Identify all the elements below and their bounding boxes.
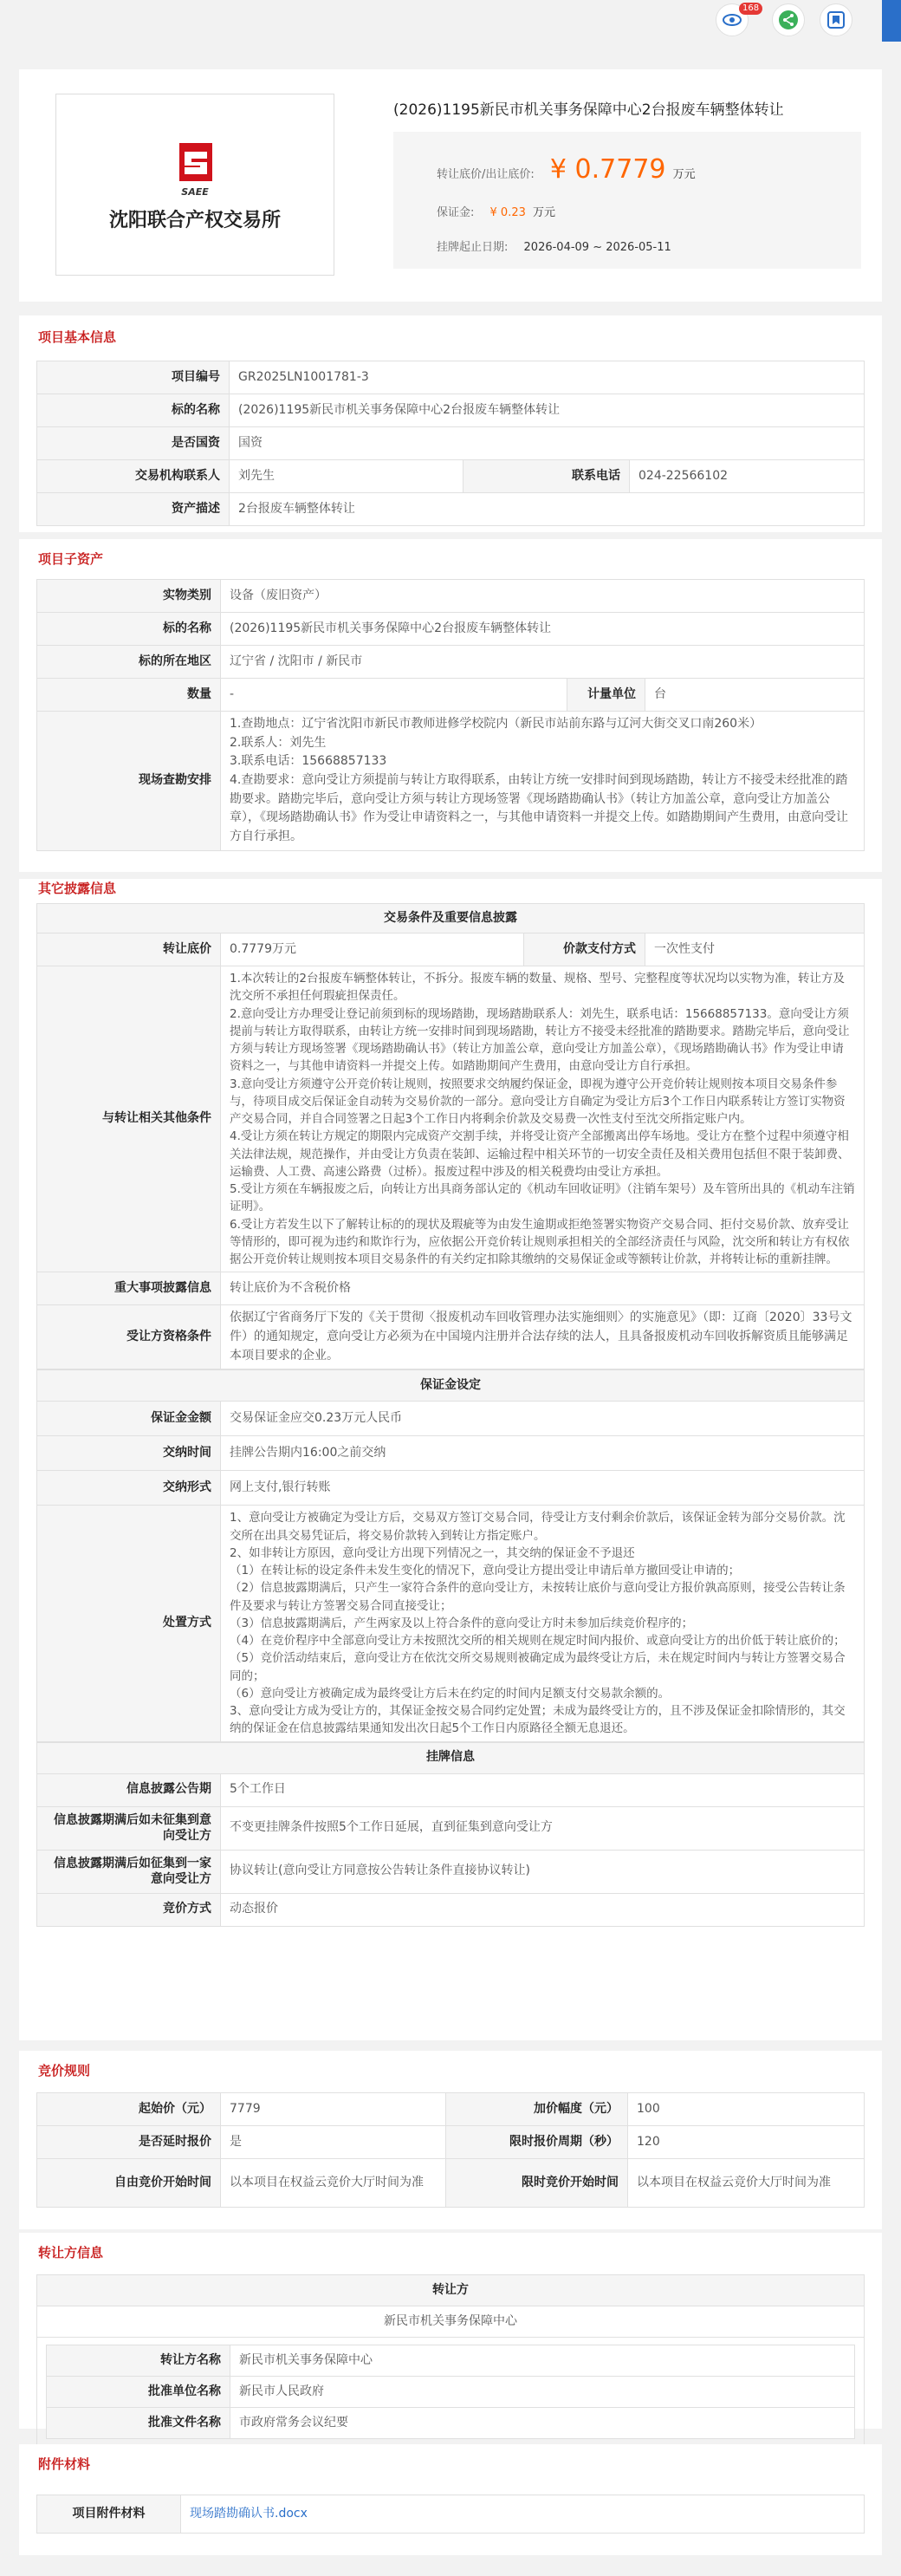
attachment-title: 附件材料 — [38, 2456, 91, 2472]
attachment-table — [36, 2495, 865, 2534]
price-row — [437, 154, 696, 185]
sub-asset-table — [36, 579, 865, 851]
other-conditions — [221, 966, 865, 1272]
subject-name: (2026)1195新民市机关事务保障中心2台报废车辆整体转让 — [230, 394, 865, 427]
visit-line: 2.联系人：刘先生 — [230, 735, 327, 750]
deposit-value: ¥ 0.23 — [489, 206, 526, 219]
trade-conditions-header: 交易条件及重要信息披露 — [37, 904, 865, 933]
period-label: 挂牌起止日期: — [437, 241, 509, 254]
view-count-button[interactable] — [716, 3, 760, 36]
contact-phone: 024-22566102 — [630, 460, 865, 493]
label: 是否延时报价 — [37, 2126, 221, 2159]
label: 标的所在地区 — [37, 646, 221, 679]
exchange-name: 沈阳联合产权交易所 — [108, 209, 281, 231]
condition-line: 3.意向受让方须遵守公开竞价转让规则，按照要求交纳履约保证金，即视为遵守公开竞价转让规则按本项目交易条件参与，待项目成交后保证金自动转为交易价款的一部分。意向受让方自确定为受让方后3个工作日内联系转让方签订实物资产交易合同，并自合同签署之日起3个工作日内将剩余价款及交易费一次性支付至沈交所指定账户内。 — [230, 1077, 846, 1126]
other-disclosure-title: 其它披露信息 — [38, 881, 117, 896]
disposal-line: 2、如非转让方原因，意向受让方出现下列情况之一，其交纳的保证金不予退还 — [230, 1545, 635, 1560]
bookmark-icon — [826, 10, 846, 29]
label: 计量单位 — [567, 679, 645, 712]
project-title: (2026)1195新民市机关事务保障中心2台报废车辆整体转让 — [393, 101, 784, 119]
visit-line: 4.查勘要求：意向受让方须提前与转让方取得联系，由转让方统一安排时间到现场踏勘，转让方不接受未经批准的踏勘要求。踏勘完毕后，意向受让方须与转让方现场签署《现场踏勘确认书》（转让方加盖公章，意向受让方加盖公章），《现场踏勘确认书》作为受让申请资料之一，与其他申请资料一并提交上传。如踏勘期间产生费用，由意向受让方自行承担。 — [230, 773, 848, 844]
label: 项目编号 — [37, 361, 230, 394]
label: 交纳时间 — [37, 1436, 221, 1471]
other-disclosure-section — [19, 879, 882, 2040]
region: 辽宁省 / 沈阳市 / 新民市 — [221, 646, 865, 679]
disposal-line: （6）意向受让方被确定成为最终受让方后未在约定的时间内足额支付交易款余额的。 — [230, 1686, 671, 1701]
deposit-unit: 万元 — [533, 206, 556, 219]
share-icon — [778, 10, 799, 30]
sub-asset-section — [19, 539, 882, 872]
listing-header: 挂牌信息 — [37, 1742, 865, 1773]
disposal-line: （2）信息披露期满后，只产生一家符合条件的意向受让方，未按转让底价与意向受让方报价孰高原则，接受公告转让条件及要求与转让方签署交易合同直接受让； — [230, 1581, 846, 1613]
label: 信息披露期满后如未征集到意向受让方 — [37, 1806, 221, 1850]
visit-line: 3.联系电话：15668857133 — [230, 754, 387, 769]
label: 限时报价周期（秒） — [446, 2126, 628, 2159]
label: 现场查勘安排 — [37, 712, 221, 851]
label: 转让底价 — [37, 933, 221, 966]
label: 与转让相关其他条件 — [37, 966, 221, 1272]
label: 标的名称 — [37, 613, 221, 646]
condition-line: 4.受让方须在转让方规定的期限内完成资产交割手续，并将受让资产全部搬离出停车场地。受让方在整个过程中须遵守相关法律法规，规范操作，并由受让方负责在装卸、运输过程中相关环节的一切安全责任及相关费用包括但不限于装卸费、运输费、人工费、高速公路费（过桥）。报废过程中涉及的相关税费均由受让方承担。 — [230, 1129, 850, 1179]
unit: 台 — [645, 679, 865, 712]
eye-icon — [723, 13, 742, 27]
disposal-line: （3）信息披露期满后，产生两家及以上符合条件的意向受让方时未参加后续竞价程序的； — [230, 1616, 694, 1630]
condition-line: 2.意向受让方办理受让登记前须到标的现场踏勘，现场踏勘联系人：刘先生，联系电话：15668857133。意向受让方须提前与转让方取得联系，由转让方统一安排时间到现场踏勘，转让方不接受未经批准的踏勘要求。踏勘完毕后，意向受让方须与转让方现场签署《现场踏勘确认书》（转让方加盖公章，意向受让方加盖公章），《现场踏勘确认书》作为受让申请资料之一，与其他申请资料一并提交上传。如踏勘期间产生费用，由意向受让方自行承担。 — [230, 1006, 850, 1074]
attachment-cell — [181, 2495, 865, 2534]
condition-line: 1.本次转让的2台报废车辆整体转让，不拆分。报废车辆的数量、规格、型号、完整程度等状况均以实物为准，转让方及沈交所不承担任何瑕疵担保责任。 — [230, 972, 845, 1004]
contact-person: 刘先生 — [230, 460, 463, 493]
seller-name: 新民市机关事务保障中心 — [230, 2345, 855, 2377]
project-header — [19, 69, 882, 302]
limited-period: 120 — [628, 2126, 865, 2159]
price-unit: 万元 — [672, 168, 696, 181]
buyer-qualification: 依据辽宁省商务厅下发的《关于贯彻〈报废机动车回收管理办法实施细则〉的实施意见》（即：辽商〔2020〕33号文件）的通知规定，意向受让方必须为在中国境内注册并合法存续的法人，且具备报废机动车回收拆解资质且能够满足本项目要求的企业。 — [221, 1305, 865, 1369]
payment-method: 一次性支付 — [645, 933, 865, 966]
visit-line: 1.查勘地点：辽宁省沈阳市新民市教师进修学校院内（新民市站前东路与辽河大街交叉口南260米） — [230, 717, 762, 731]
asset-desc: 2台报废车辆整体转让 — [230, 493, 865, 526]
label: 数量 — [37, 679, 221, 712]
price-value: ¥ 0.7779 — [549, 154, 666, 185]
disposal-line: 3、意向受让方成为受让方的，其保证金按交易合同约定处置；未成为最终受让方的，且不涉及保证金扣除情形的，其交纳的保证金在信息披露结果通知发出次日起5个工作日内原路径全额无息退还。 — [230, 1704, 846, 1736]
seller-info-title: 转让方信息 — [38, 2245, 104, 2261]
disposal-line: （4）在竞价程序中全部意向受让方未按照沈交所的相关规则在规定时间内报价、或意向受让方的出价低于转让底价的； — [230, 1634, 846, 1649]
label: 信息披露期满后如征集到一家意向受让方 — [37, 1850, 221, 1893]
deposit-amount: 交易保证金应交0.23万元人民币 — [221, 1402, 865, 1436]
one-buyer-action: 协议转让(意向受让方同意按公告转让条件直接协议转让) — [221, 1850, 865, 1893]
label: 项目附件材料 — [37, 2495, 181, 2534]
visit-arrangement — [221, 712, 865, 851]
share-bar — [0, 0, 901, 42]
label: 交纳形式 — [37, 1471, 221, 1506]
label: 批准单位名称 — [47, 2377, 230, 2408]
label: 竞价方式 — [37, 1893, 221, 1926]
label: 联系电话 — [463, 460, 630, 493]
favorite-button[interactable] — [820, 3, 852, 36]
label: 批准文件名称 — [47, 2408, 230, 2439]
label: 标的名称 — [37, 394, 230, 427]
seller-org: 新民市机关事务保障中心 — [37, 2306, 865, 2338]
logo-sub-text: SAEE — [181, 186, 209, 198]
bid-method: 动态报价 — [221, 1893, 865, 1926]
disposal-line: （1）在转让标的设定条件未发生变化的情况下，意向受让方提出受让申请后单方撤回受让申请的； — [230, 1564, 741, 1578]
label: 保证金金额 — [37, 1402, 221, 1436]
listing-table — [36, 1742, 865, 1927]
view-count-badge: 168 — [739, 3, 762, 15]
seller-detail-cell — [37, 2338, 865, 2450]
exchange-logo — [55, 94, 334, 276]
label: 受让方资格条件 — [37, 1305, 221, 1369]
quantity: - — [221, 679, 567, 712]
seller-info-section — [19, 2233, 882, 2429]
price-label: 转让底价/出让底价: — [437, 168, 535, 181]
attachment-link[interactable]: 现场踏勘确认书.docx — [190, 2506, 308, 2521]
label: 起始价（元） — [37, 2093, 221, 2126]
disposal-line: 1、意向受让方被确定为受让方后，交易双方签订交易合同，待受让方支付剩余价款后，该保证金转为部分交易价款。沈交所在出具交易凭证后，将交易价款转入到转让方指定账户。 — [230, 1511, 846, 1543]
seller-table — [36, 2274, 865, 2450]
approval-doc: 市政府常务会议纪要 — [230, 2408, 855, 2439]
label: 资产描述 — [37, 493, 230, 526]
seller-header: 转让方 — [37, 2275, 865, 2306]
deposit-row — [437, 203, 555, 219]
delay-bid: 是 — [221, 2126, 446, 2159]
deposit-label: 保证金: — [437, 206, 475, 219]
price-panel — [393, 132, 861, 269]
period-value: 2026-04-09 ~ 2026-05-11 — [523, 241, 671, 254]
condition-line: 6.受让方若发生以下了解转让标的的现状及瑕疵等为由发生逾期或拒绝签署实物资产交易合同、拒付交易价款、放弃受让等情形的，即可视为违约和欺诈行为，应依据公开竞价转让规则承担相关的全部经济责任与风险，沈交所和转让方有权依据公开竞价转让规则按本项目交易条件的有关约定扣除其缴纳的交易保证金或等额转让价款，并将转让标的重新挂牌。 — [230, 1217, 850, 1266]
label: 处置方式 — [37, 1506, 221, 1741]
reserve-price: 0.7779万元 — [221, 933, 524, 966]
side-tab[interactable] — [882, 0, 901, 42]
bidding-rules-table — [36, 2092, 865, 2208]
limited-bid-start: 以本项目在权益云竞价大厅时间为准 — [628, 2159, 865, 2208]
basic-info-section — [19, 315, 882, 532]
no-buyer-action: 不变更挂牌条件按照5个工作日延展，直到征集到意向受让方 — [221, 1806, 865, 1850]
label: 自由竞价开始时间 — [37, 2159, 221, 2208]
share-button[interactable] — [772, 3, 805, 36]
seller-detail-table — [46, 2345, 855, 2439]
period-row — [437, 237, 671, 254]
increment: 100 — [628, 2093, 865, 2126]
basic-info-table — [36, 361, 865, 526]
trade-conditions-table — [36, 903, 865, 1369]
deposit-time: 挂牌公告期内16:00之前交纳 — [221, 1436, 865, 1471]
label: 转让方名称 — [47, 2345, 230, 2377]
label: 加价幅度（元） — [446, 2093, 628, 2126]
label: 价款支付方式 — [524, 933, 645, 966]
state-owned: 国资 — [230, 427, 865, 460]
deposit-disposal — [221, 1506, 865, 1741]
label: 实物类别 — [37, 580, 221, 613]
label: 是否国资 — [37, 427, 230, 460]
major-matters: 转让底价为不含税价格 — [221, 1272, 865, 1305]
deposit-form: 网上支付,银行转账 — [221, 1471, 865, 1506]
subject-name: (2026)1195新民市机关事务保障中心2台报废车辆整体转让 — [221, 613, 865, 646]
sub-asset-title: 项目子资产 — [38, 551, 104, 567]
label: 限时竞价开始时间 — [446, 2159, 628, 2208]
bidding-rules-title: 竞价规则 — [38, 2063, 91, 2078]
basic-info-title: 项目基本信息 — [38, 329, 117, 345]
asset-type: 设备（废旧资产） — [221, 580, 865, 613]
bidding-rules-section — [19, 2051, 882, 2229]
attachment-section — [19, 2444, 882, 2555]
approver-name: 新民市人民政府 — [230, 2377, 855, 2408]
label: 信息披露公告期 — [37, 1773, 221, 1806]
deposit-table — [36, 1369, 865, 1741]
start-price: 7779 — [221, 2093, 446, 2126]
saee-logo-icon — [179, 143, 212, 181]
label: 交易机构联系人 — [37, 460, 230, 493]
deposit-header: 保证金设定 — [37, 1370, 865, 1402]
condition-line: 5.受让方须在车辆报废之后，向转让方出具商务部认定的《机动车回收证明》（注销车架号）及车管所出具的《机动车注销证明》。 — [230, 1182, 855, 1214]
project-no: GR2025LN1001781-3 — [230, 361, 865, 394]
disclosure-period: 5个工作日 — [221, 1773, 865, 1806]
free-bid-start: 以本项目在权益云竞价大厅时间为准 — [221, 2159, 446, 2208]
disposal-line: （5）竞价活动结束后，意向受让方在依沈交所交易规则被确定成为最终受让方后，未在规定时间内与转让方签署交易合同的； — [230, 1651, 846, 1683]
label: 重大事项披露信息 — [37, 1272, 221, 1305]
